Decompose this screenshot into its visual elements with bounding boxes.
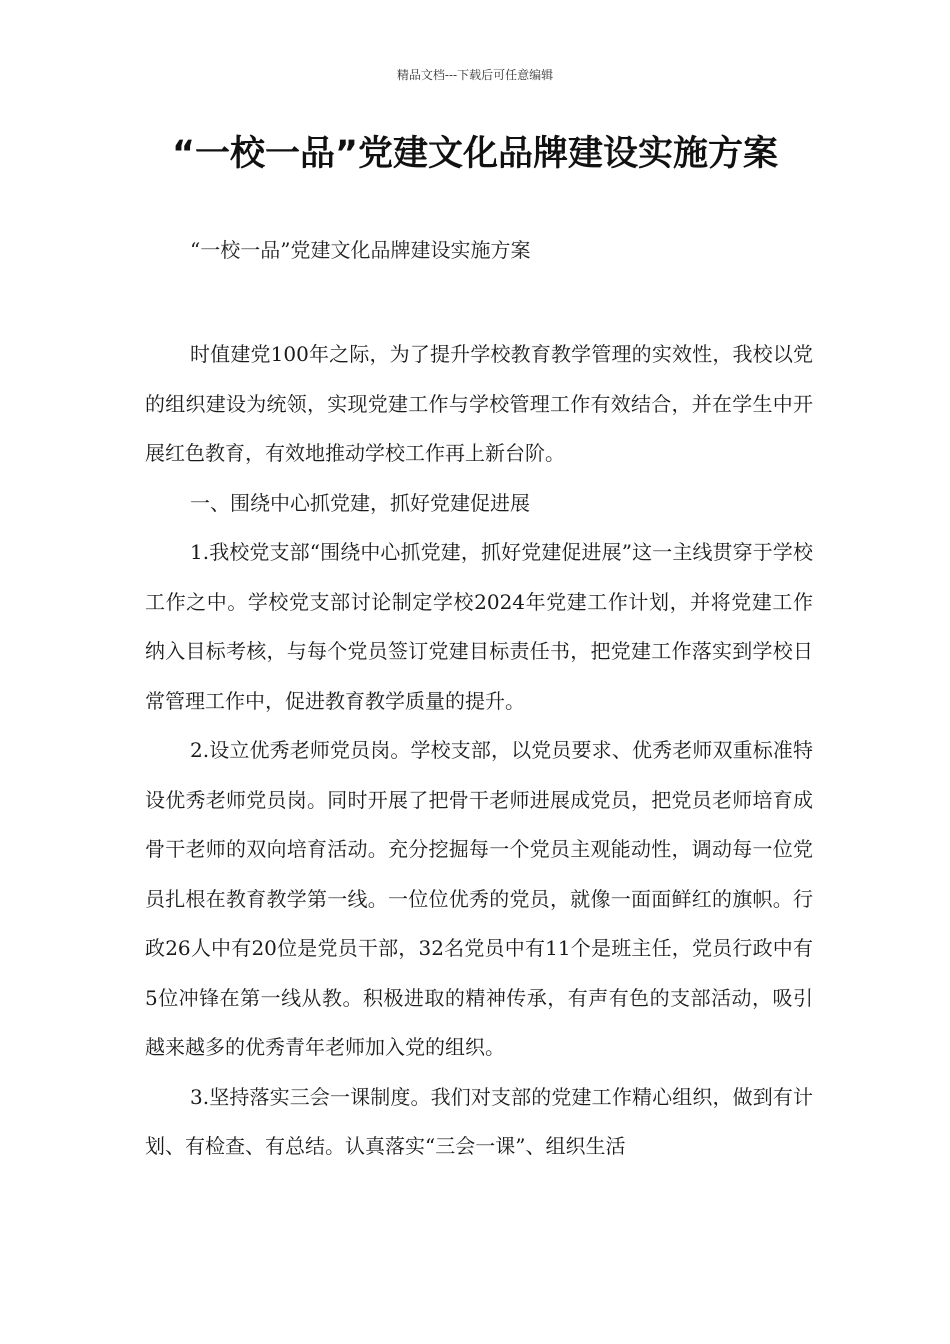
paragraph-item-3: 3.坚持落实三会一课制度。我们对支部的党建工作精心组织，做到有计划、有检查、有总结。认真落实“三会一课”、组织生活	[145, 1084, 813, 1158]
paragraph-item-2: 2.设立优秀老师党员岗。学校支部，以党员要求、优秀老师双重标准特设优秀老师党员岗。同时开展了把骨干老师进展成党员，把党员老师培育成骨干老师的双向培育活动。充分挖掘每一个党员主观能动性，调动每一位党员扎根在教育教学第一线。一位位优秀的党员，就像一面面鲜红的旗帜。行政26人中有20位是党员干部，32名党员中有11个是班主任，党员行政中有5位冲锋在第一线从教。积极进取的精神传承，有声有色的支部活动，吸引越来越多的优秀青年老师加入党的组织。	[145, 738, 813, 1059]
document-body	[145, 330, 813, 1172]
header-note: 精品文档---下载后可任意编辑	[396, 68, 554, 82]
document-subtitle: “一校一品”党建文化品牌建设实施方案	[190, 238, 531, 262]
paragraph-intro: 时值建党100年之际，为了提升学校教育教学管理的实效性，我校以党的组织建设为统领，实现党建工作与学校管理工作有效结合，并在学生中开展红色教育，有效地推动学校工作再上新台阶。	[145, 342, 813, 465]
section-heading-1: 一、围绕中心抓党建，抓好党建促进展	[190, 490, 530, 515]
document-title: “一校一品”党建文化品牌建设实施方案	[171, 134, 778, 174]
paragraph-item-1: 1.我校党支部“围绕中心抓党建，抓好党建促进展”这一主线贯穿于学校工作之中。学校党支部讨论制定学校2024年党建工作计划，并将党建工作纳入目标考核，与每个党员签订党建目标责任书，把党建工作落实到学校日常管理工作中，促进教育教学质量的提升。	[145, 540, 813, 713]
